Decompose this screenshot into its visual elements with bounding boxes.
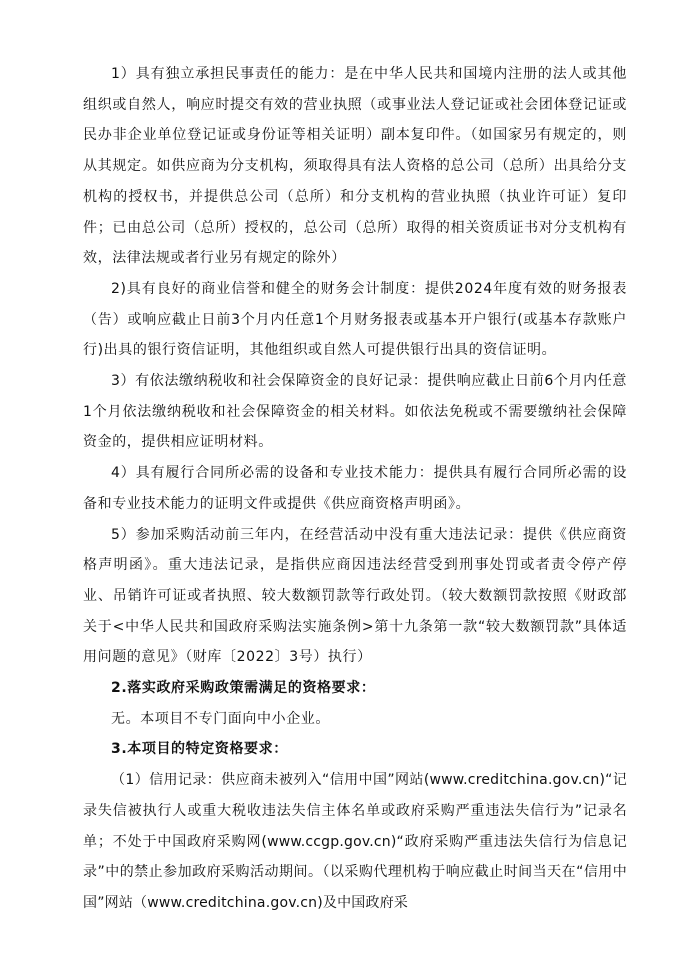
- heading-policy-requirements: 2.落实政府采购政策需满足的资格要求：: [111, 680, 376, 697]
- paragraph-sme-policy: 无。本项目不专门面向中小企业。: [111, 710, 330, 727]
- heading-specific-requirements: 3.本项目的特定资格要求：: [111, 741, 288, 758]
- paragraph-financial-system: 2)具有良好的商业信誉和健全的财务会计制度：提供2024年度有效的财务报表（告）或响应截止日前3个月内任意1个月财务报表或基本开户银行(或基本存款账户行)出具的银行资信证明，其他组织或自然人可提供银行出具的资信证明。: [83, 280, 627, 359]
- paragraph-equipment-capability: 4）具有履行合同所必需的设备和专业技术能力：提供具有履行合同所必需的设备和专业技术能力的证明文件或提供《供应商资格声明函》。: [83, 465, 627, 512]
- paragraph-tax-social-security: 3）有依法缴纳税收和社会保障资金的良好记录：提供响应截止日前6个月内任意1个月依法缴纳税收和社会保障资金的相关材料。如依法免税或不需要缴纳社会保障资金的，提供相应证明材料。: [83, 373, 627, 451]
- paragraph-legal-capacity: 1）具有独立承担民事责任的能力：是在中华人民共和国境内注册的法人或其他组织或自然人，响应时提交有效的营业执照（或事业法人登记证或社会团体登记证或民办非企业单位登记证或身份证等相关证明）副本复印件。（如国家另有规定的，则从其规定。如供应商为分支机构，须取得具有法人资格的总公司（总所）出具给分支机构的授权书，并提供总公司（总所）和分支机构的营业执照（执业许可证）复印件；已由总公司（总所）授权的，总公司（总所）取得的相关资质证书对分支机构有效，法律法规或者行业另有规定的除外）: [83, 66, 627, 267]
- document-body: [83, 59, 627, 919]
- paragraph-credit-record: （1）信用记录：供应商未被列入“信用中国”网站(www.creditchina.gov.cn)“记录失信被执行人或重大税收违法失信主体名单或政府采购严重违法失信行为”记录名单；不处于中国政府采购网(www.ccgp.gov.cn)“政府采购严重违法失信行为信息记录”中的禁止参加政府采购活动期间。（以采购代理机构于响应截止时间当天在“信用中国”网站（www.creditchina.gov.cn)及中国政府采: [83, 772, 627, 911]
- paragraph-no-major-violations: 5）参加采购活动前三年内，在经营活动中没有重大违法记录：提供《供应商资格声明函》。重大违法记录，是指供应商因违法经营受到刑事处罚或者责令停产停业、吊销许可证或者执照、较大数额罚款等行政处罚。（较大数额罚款按照《财政部关于<中华人民共和国政府采购法实施条例>第十九条第一款“较大数额罚款”具体适用问题的意见》（财库〔2022〕3号）执行）: [83, 526, 627, 666]
